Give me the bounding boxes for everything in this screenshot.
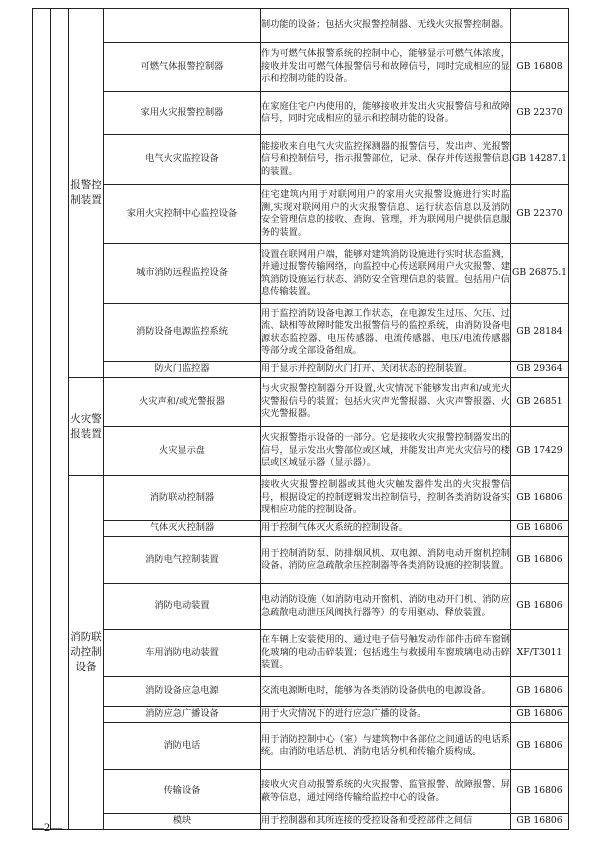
device-name: 防火门监控器 [104,362,261,378]
device-description: 用于火灾情况下的进行应急广播的设备。 [261,707,511,723]
table-row [33,378,569,427]
device-description: 用于显示并控制防火门打开、关闭状态的控制装置。 [261,362,511,378]
device-name: 消防设备应急电源 [104,677,261,707]
device-name: 车用消防电动装置 [104,630,261,677]
table-row [33,537,569,584]
standards-table [32,8,569,830]
device-name: 城市消防远程监控设备 [104,244,261,304]
device-description: 用于控制器和其所连接的受控设备和受控部件之间信 [261,814,511,830]
table-row [33,630,569,677]
device-description: 用于控制气体灭火系统的控制设备。 [261,521,511,537]
blank-column-2 [51,9,69,830]
table-row [33,723,569,770]
table-row [33,707,569,723]
device-name: 火灾声和/或光警报器 [104,378,261,427]
standard-code: GB 14287.1 [511,135,569,185]
device-name: 家用火灾控制中心监控设备 [104,185,261,244]
device-name: 家用火灾报警控制器 [104,92,261,135]
table-row [33,304,569,362]
standard-code: GB 16806 [511,814,569,830]
device-description: 制功能的设备；包括火灾报警控制器、无线火灾报警控制器。 [261,9,511,43]
device-description: 用于控制消防泵、防排烟风机、双电源、消防电动开窗机控制设备、消防应急疏散余压控制器等各类消防设施的控制装置。 [261,537,511,584]
table-row [33,584,569,630]
standard-code: GB 16808 [511,43,569,92]
table-row [33,43,569,92]
device-description: 接收火灾自动报警系统的火灾报警、监管报警、故障报警、屏蔽等信息，通过网络传输给监控中心的设备。 [261,770,511,814]
table-row [33,244,569,304]
device-description: 火灾报警指示设备的一部分。它是接收火灾报警控制器发出的信号，显示发出火警部位或区域，并能发出声光火灾信号的楼层或区域显示器（显示器）。 [261,427,511,476]
device-description: 电动消防设施（如消防电动开窗机、消防电动开门机、消防应急疏散电动泄压风阀执行器等）的专用驱动、释放装置。 [261,584,511,630]
table-row [33,677,569,707]
standard-code: GB 22370 [511,92,569,135]
device-description: 用于监控消防设备电源工作状态，在电源发生过压、欠压、过流、缺相等故障时能发出报警信号的监控系统，由消防设备电源状态监控器、电压传感器、电流传感器、电压/电流传感器等部分或全部设备组成。 [261,304,511,362]
standard-code: GB 26875.1 [511,244,569,304]
device-name: 可燃气体报警控制器 [104,43,261,92]
device-name: 消防电动装置 [104,584,261,630]
device-description: 设置在联网用户端，能够对建筑消防设施进行实时状态监测，并通过报警传输网络，向监控中心传送联网用户火灾报警、建筑消防设施运行状态、消防安全管理信息的装置。包括用户信息传输装置。 [261,244,511,304]
device-name: 传输设备 [104,770,261,814]
table-row [33,814,569,830]
device-description: 住宅建筑内用于对联网用户的家用火灾报警设施进行实时监测,实现对联网用户的火灾报警信息、运行状态信息以及消防安全管理信息的接收、查询、管理，并为联网用户提供信息服务的装置。 [261,185,511,244]
standard-code: GB 28184 [511,304,569,362]
standard-code: GB 17429 [511,427,569,476]
standard-code: GB 16806 [511,707,569,723]
table-row [33,427,569,476]
table-row [33,9,569,43]
category-fire-alarm: 火灾警报装置 [69,378,104,476]
category-linkage: 消防联动控制设备 [69,476,104,830]
device-name: 消防应急广播设备 [104,707,261,723]
device-name: 消防设备电源监控系统 [104,304,261,362]
device-name: 消防联动控制器 [104,476,261,521]
device-description: 在家庭住宅户内使用的，能够接收并发出火灾报警信号和故障信号，同时完成相应的显示和控制功能的设备。 [261,92,511,135]
device-name: 气体灭火控制器 [104,521,261,537]
device-name [104,9,261,43]
device-name: 消防电话 [104,723,261,770]
standard-code: GB 16806 [511,521,569,537]
device-description: 与火灾报警控制器分开设置,火灾情况下能够发出声和/或光火灾警报信号的装置；包括火灾声光警报器、火灾声警报器、火灾光警报器。 [261,378,511,427]
device-description: 在车辆上安装使用的、通过电子信号触发动作部件击碎车窗钢化玻璃的电动击碎装置；包括逃生与救援用车窗玻璃电动击碎装置。 [261,630,511,677]
standard-code: GB 22370 [511,185,569,244]
device-name: 火灾显示盘 [104,427,261,476]
table-row [33,476,569,521]
standard-code: GB 16806 [511,723,569,770]
standard-code [511,9,569,43]
device-description: 接收火灾报警控制器或其他火灾触发器件发出的火灾报警信号，根据设定的控制逻辑发出控制信号，控制各类消防设备实现相应功能的控制设备。 [261,476,511,521]
page-number: —2— [32,820,62,834]
table-row [33,362,569,378]
table-row [33,135,569,185]
standard-code: GB 16806 [511,537,569,584]
device-description: 作为可燃气体报警系统的控制中心，能够显示可燃气体浓度，接收并发出可燃气体报警信号和故障信号，同时完成相应的显示和控制功能的设备。 [261,43,511,92]
standard-code: GB 16806 [511,584,569,630]
standard-code: GB 16806 [511,770,569,814]
blank-column-1 [33,9,51,830]
standard-code: GB 26851 [511,378,569,427]
standard-code: GB 29364 [511,362,569,378]
device-description: 用于消防控制中心（室）与建筑物中各部位之间通话的电话系统。由消防电话总机、消防电话分机和传输介质构成。 [261,723,511,770]
standard-code: XF/T3011 [511,630,569,677]
device-description: 交流电源断电时，能够为各类消防设备供电的电源设备。 [261,677,511,707]
table-row [33,185,569,244]
device-description: 能接收来自电气火灾监控探测器的报警信号，发出声、光报警信号和控制信号，指示报警部位，记录、保存并传送报警信息的装置。 [261,135,511,185]
device-name: 模块 [104,814,261,830]
category-alarm-control: 报警控制装置 [69,9,104,378]
device-name: 消防电气控制装置 [104,537,261,584]
standard-code: GB 16806 [511,677,569,707]
table-row [33,521,569,537]
table-row [33,770,569,814]
standard-code: GB 16806 [511,476,569,521]
device-name: 电气火灾监控设备 [104,135,261,185]
table-row [33,92,569,135]
